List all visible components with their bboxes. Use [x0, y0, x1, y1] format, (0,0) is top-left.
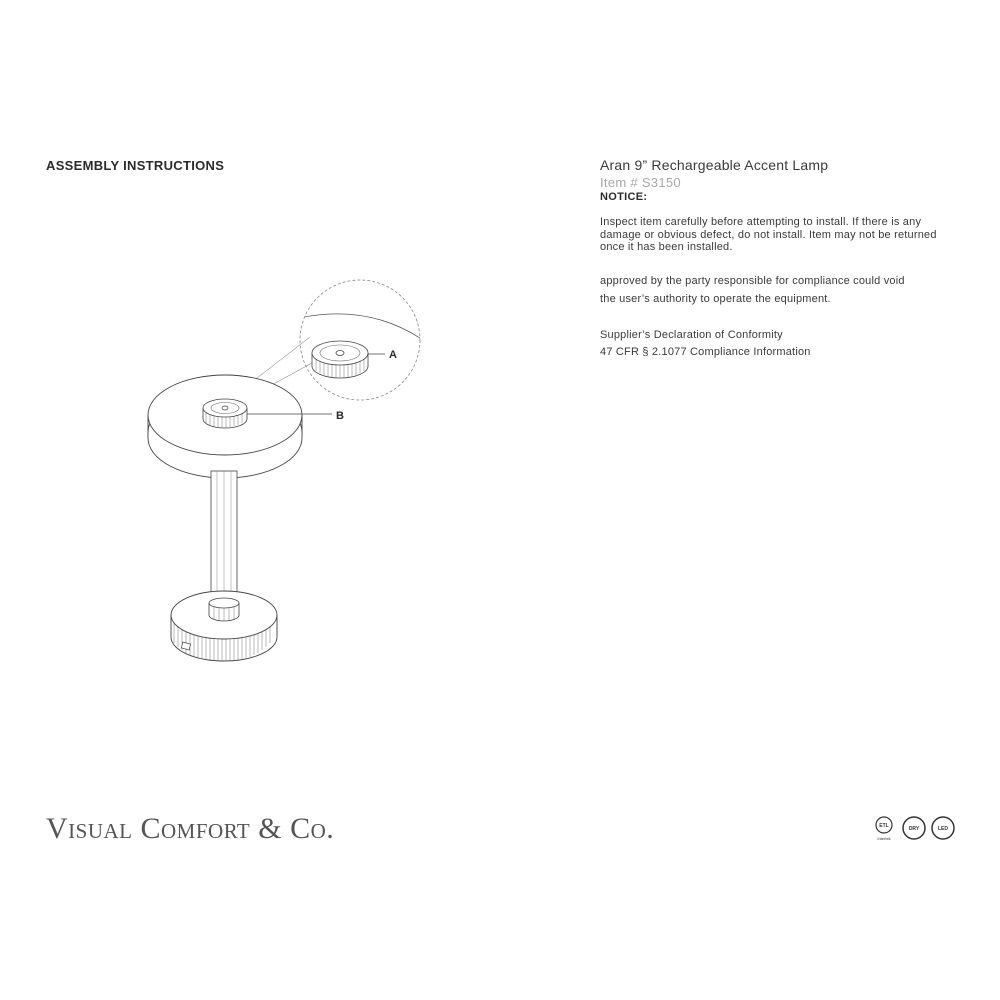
product-title: Aran 9” Rechargeable Accent Lamp — [600, 157, 829, 173]
zoom-detail-circle — [300, 280, 420, 400]
sdoc-compliance: 47 CFR § 2.1077 Compliance Information — [600, 346, 811, 358]
certification-badges — [872, 814, 958, 844]
notice-text: Inspect item carefully before attempting to install. If there is any damage or obvious defect, do not install. Item may not be returned once it has been installed. — [600, 216, 937, 253]
sdoc-title: Supplier’s Declaration of Conformity — [600, 329, 783, 341]
item-number: Item # S3150 — [600, 175, 681, 190]
led-icon — [932, 817, 954, 839]
etl-badge-text: ETL — [879, 823, 889, 829]
section-title: ASSEMBLY INSTRUCTIONS — [46, 158, 225, 173]
notice-label: NOTICE: — [600, 191, 648, 203]
part-label-a: A — [389, 349, 397, 361]
led-badge-text: LED — [938, 826, 948, 832]
etl-listed-icon — [876, 817, 892, 841]
lamp-assembly-diagram — [140, 275, 440, 675]
fcc-text-line-1: approved by the party responsible for compliance could void — [600, 275, 905, 287]
dry-location-icon — [903, 817, 925, 839]
fcc-text-line-2: the user’s authority to operate the equipment. — [600, 293, 831, 305]
part-label-b: B — [336, 410, 344, 422]
etl-badge-subtext: Intertek — [877, 836, 891, 841]
dry-badge-text: DRY — [908, 826, 920, 832]
brand-logo: Visual Comfort & Co. — [46, 812, 335, 845]
